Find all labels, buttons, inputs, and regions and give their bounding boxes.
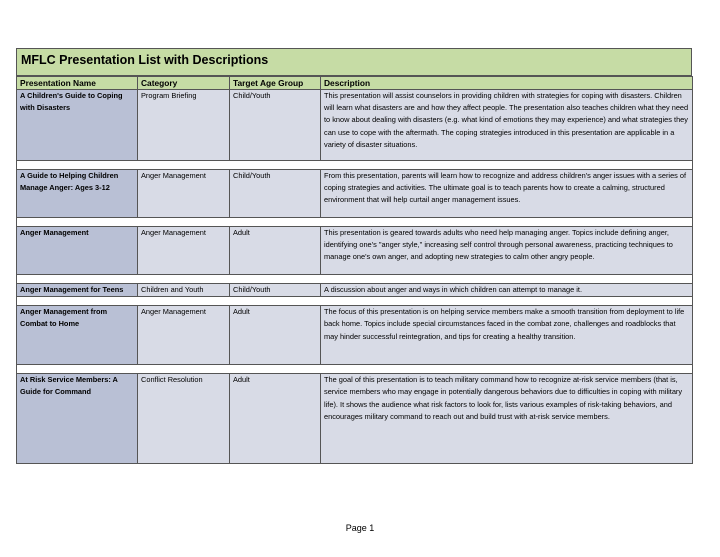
age-group: Adult: [230, 374, 321, 464]
page-number: Page 1: [345, 523, 375, 533]
table-row: [17, 306, 693, 365]
presentation-name: A Guide to Helping Children Manage Anger: Ages 3-12: [17, 170, 138, 218]
header-presentation-name: Presentation Name: [17, 77, 138, 90]
age-group: Child/Youth: [230, 90, 321, 161]
age-group: Child/Youth: [230, 284, 321, 297]
description: This presentation is geared towards adults who need help managing anger. Topics include defining anger, identifying one's "anger style," increasing self control through personal awareness, practicing techniques to manage one's own anger, and adopting new strategies to calm other angry people.: [321, 227, 693, 275]
row-spacer: [17, 218, 693, 227]
table-row: [17, 227, 693, 275]
description: The goal of this presentation is to teach military command how to recognize at-risk service members (that is, service members who may engage in potentially dangerous behaviors due to difficulties in coping with military life). It shows the audience what risk factors to look for, lists various examples of risk-taking behaviors, and encourages military command to reach out and build trust with at-risk service members.: [321, 374, 693, 464]
header-row: [17, 77, 693, 90]
table-row: [17, 284, 693, 297]
presentation-name: Anger Management: [17, 227, 138, 275]
presentation-name: Anger Management from Combat to Home: [17, 306, 138, 365]
presentation-name: At Risk Service Members: A Guide for Command: [17, 374, 138, 464]
description: The focus of this presentation is on helping service members make a smooth transition from deployment to life back home. Topics include special circumstances faced in the combat zone, challenges and roadblocks that may hinder successful reintegration, and tips for creating a healthy transition.: [321, 306, 693, 365]
category: Conflict Resolution: [138, 374, 230, 464]
category: Anger Management: [138, 227, 230, 275]
row-spacer: [17, 161, 693, 170]
row-spacer: [17, 297, 693, 306]
presentation-table: [16, 76, 693, 464]
page-title: MFLC Presentation List with Descriptions: [21, 53, 269, 67]
row-spacer: [17, 275, 693, 284]
title-bar: [16, 48, 692, 76]
header-description: Description: [321, 77, 693, 90]
description: A discussion about anger and ways in which children can attempt to manage it.: [321, 284, 693, 297]
age-group: Adult: [230, 227, 321, 275]
category: Anger Management: [138, 170, 230, 218]
description: From this presentation, parents will learn how to recognize and address children's anger issues with a series of coping strategies and activities. The ultimate goal is to teach parents how to create a calming, structured environment that will help curtail anger management issues.: [321, 170, 693, 218]
table-row: [17, 374, 693, 464]
category: Program Briefing: [138, 90, 230, 161]
age-group: Adult: [230, 306, 321, 365]
row-spacer: [17, 365, 693, 374]
header-target-age-group: Target Age Group: [230, 77, 321, 90]
category: Anger Management: [138, 306, 230, 365]
table-row: [17, 170, 693, 218]
age-group: Child/Youth: [230, 170, 321, 218]
table-row: [17, 90, 693, 161]
header-category: Category: [138, 77, 230, 90]
presentation-name: A Children's Guide to Coping with Disasters: [17, 90, 138, 161]
presentation-name: Anger Management for Teens: [17, 284, 138, 297]
description: This presentation will assist counselors in providing children with strategies for coping with disasters. Children will learn what disasters are and how they affect people. The presentation also teaches children what they need to know about dealing with disasters (e.g. what kind of emotions they may experience) and what strategies they can use to cope with the aftermath. The coping strategies introduced in this presentation are applicable in a variety of disaster situations.: [321, 90, 693, 161]
category: Children and Youth: [138, 284, 230, 297]
